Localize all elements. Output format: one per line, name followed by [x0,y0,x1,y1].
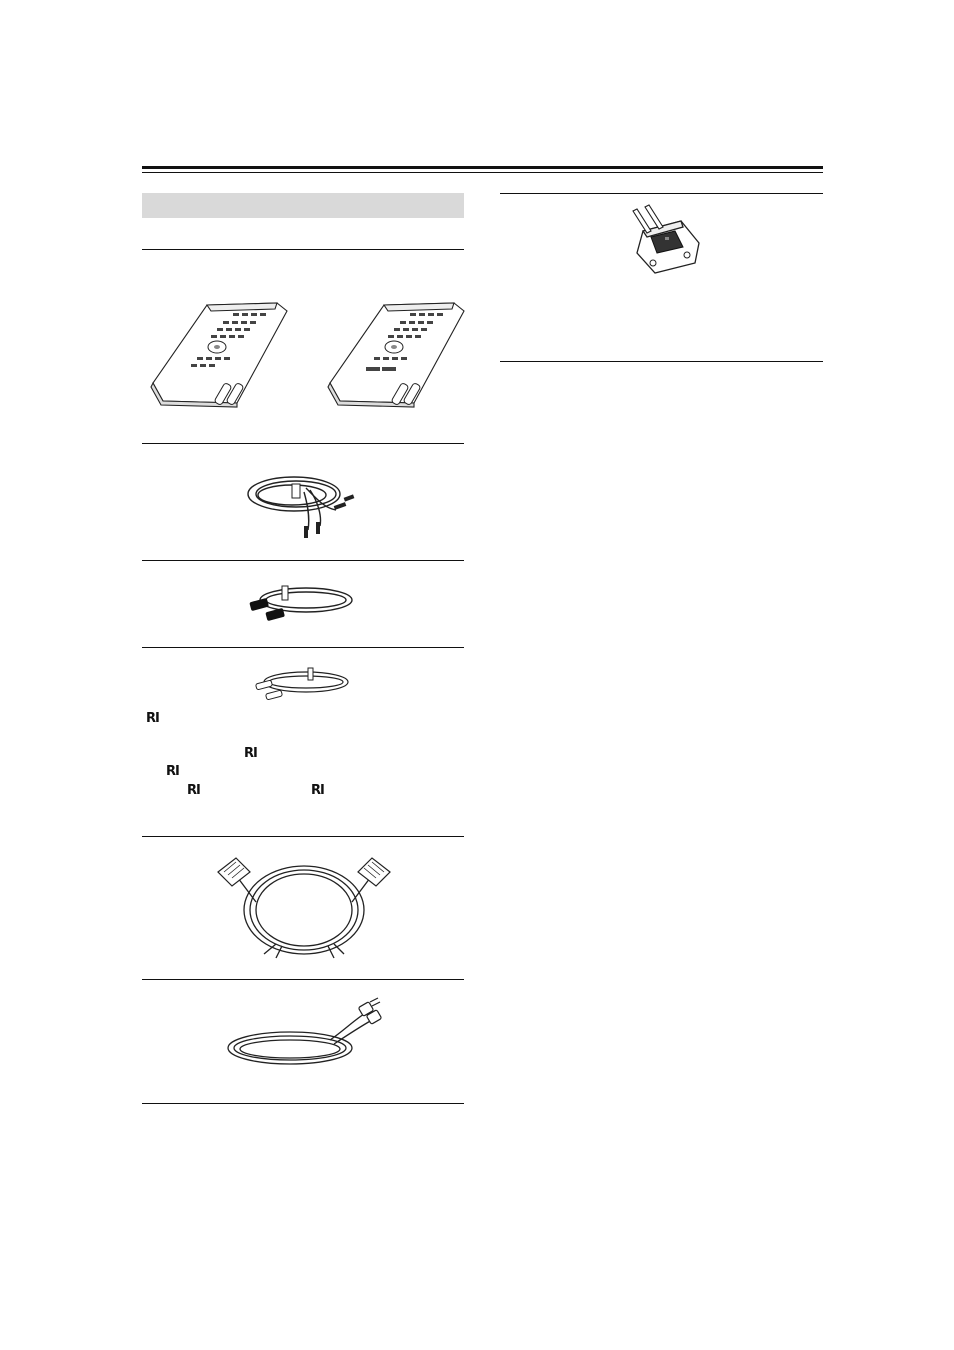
ri-logo-mark: RI [244,746,257,761]
divider-av-cable [142,443,464,444]
ri-logo-mark: RI [166,764,179,779]
remote-control-illustration-1 [145,295,295,415]
header-rule-thin [142,172,823,173]
scart-cable-illustration [216,850,392,960]
divider-plug-adapter [500,193,823,194]
ri-logo-mark: RI [311,783,324,798]
ri-cable-illustration [252,664,352,708]
divider-ri-cable [142,647,464,648]
divider-bottom-left [142,1103,464,1104]
remote-control-illustration-2 [322,295,472,415]
header-rule-thick [142,166,823,169]
divider-svideo-cable [142,560,464,561]
divider-remote [142,249,464,250]
divider-power-cord [142,979,464,980]
divider-bottom-right [500,361,823,362]
divider-scart-cable [142,836,464,837]
av-cable-illustration [246,458,361,538]
svideo-cable-illustration [244,578,356,628]
power-cord-illustration [220,998,386,1074]
plug-adapter-illustration [625,207,701,275]
section-heading-band [142,193,464,218]
ri-logo-mark: RI [146,711,159,726]
ri-logo-mark: RI [187,783,200,798]
